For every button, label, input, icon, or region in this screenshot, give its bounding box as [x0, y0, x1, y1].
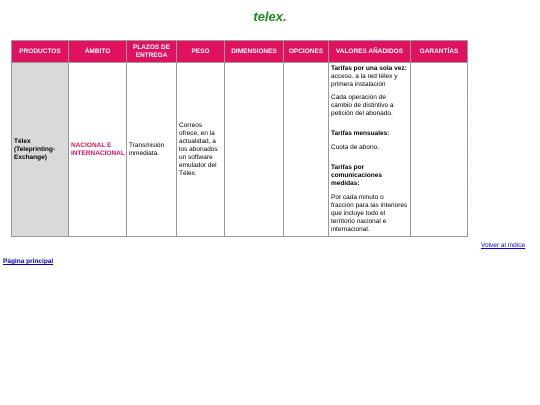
header-plazos-entrega: PLAZOS DE ENTREGA [127, 41, 177, 63]
header-opciones: OPCIONES [284, 41, 329, 63]
decorative-mark-icon: │ [469, 217, 475, 224]
once-fees-text: acceso. a la red télex y primera instalación [331, 73, 398, 88]
table-row [12, 63, 468, 237]
decorative-mark-icon: │ [469, 141, 475, 148]
measured-fees-text: Por cada minuto o fracción para las interiores que incluye todo el territorio nacional e internacional. [331, 194, 408, 233]
ambito-line-2: INTERNACIONAL [71, 149, 125, 157]
decorative-mark-icon: │ [469, 179, 475, 186]
ambito-line-1: NACIONAL E [71, 141, 112, 149]
header-valores-anadidos: VALORES AÑADIDOS [329, 41, 411, 63]
header-dimensiones: DIMENSIONES [225, 41, 284, 63]
back-to-index-link[interactable]: Volver al índice [481, 242, 526, 249]
services-table [11, 40, 468, 237]
change-fee-text: Cada operación de cambio de distintivo a petición del abonado. [331, 94, 394, 117]
cell-plazos-entrega: Transmisión inmediata. [127, 63, 177, 237]
cell-opciones [284, 63, 329, 237]
cell-garantias [411, 63, 468, 237]
decorative-mark-icon: │ [469, 160, 475, 167]
header-garantias: GARANTÍAS [411, 41, 468, 63]
measured-fees-heading: Tarifas por comunicaciones medidas: [331, 164, 382, 187]
header-ambito: ÁMBITO [69, 41, 127, 63]
cell-peso: Correos ofrece, en la actualidad, a los abonados un software emulador del Télex. [177, 63, 225, 237]
page-title: telex. [253, 9, 287, 24]
monthly-fees-heading: Tarifas mensuales: [331, 130, 390, 137]
header-peso: PESO [177, 41, 225, 63]
monthly-fees-text: Cuota de abono. [331, 144, 380, 151]
home-page-link[interactable]: Página principal [3, 258, 54, 265]
decorative-mark-icon: │ [469, 103, 475, 110]
cell-producto: Télex (Teleprinting-Exchange) [12, 63, 69, 237]
cell-ambito [69, 63, 127, 237]
header-productos: PRODUCTOS [12, 41, 69, 63]
decorative-mark-icon: │ [469, 198, 475, 205]
table-header-row [12, 41, 468, 63]
decorative-mark-icon: │ [469, 65, 475, 72]
decorative-mark-icon: │ [469, 84, 475, 91]
decorative-mark-icon: │ [469, 122, 475, 129]
cell-dimensiones [225, 63, 284, 237]
decorative-mark-icon: │ [469, 46, 475, 53]
cell-valores-anadidos [329, 63, 411, 237]
decorative-side-column [468, 40, 476, 245]
once-fees-heading: Tarifas por una sola vez: [331, 65, 407, 72]
